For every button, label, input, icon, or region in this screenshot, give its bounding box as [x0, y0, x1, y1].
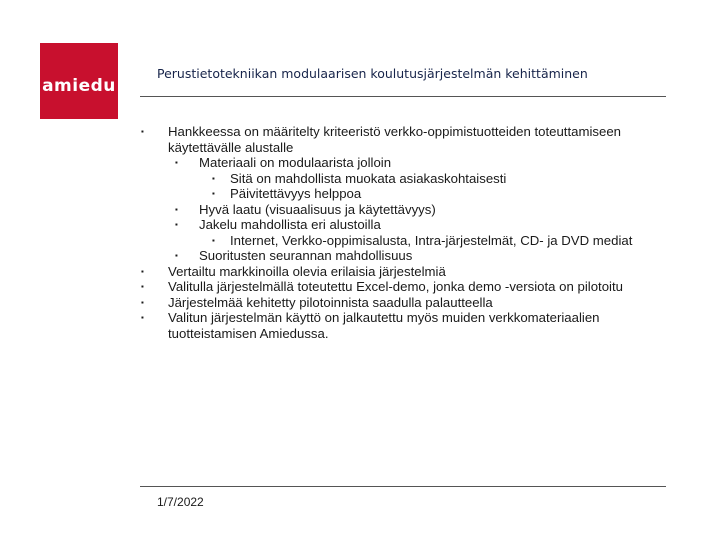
bullet-marker-icon: ▪ — [212, 173, 215, 183]
bullet-text: Valitun järjestelmän käyttö on jalkautettu myös muiden verkkomateriaalien tuotteistamisen Amiedussa. — [168, 310, 600, 341]
bullet-text: Vertailtu markkinoilla olevia erilaisia järjestelmiä — [168, 263, 446, 279]
bullet-item-level-2 — [140, 217, 650, 233]
bullet-text: Valitulla järjestelmällä toteutettu Excel-demo, jonka demo -versiota on pilotoitu — [168, 279, 623, 294]
bullet-marker-icon: ▪ — [175, 158, 178, 167]
bullet-marker-icon: ▪ — [175, 251, 178, 260]
bullet-marker-icon: ▪ — [141, 266, 144, 276]
bullet-marker-icon: ▪ — [175, 220, 178, 229]
bullet-marker-icon: ▪ — [212, 189, 215, 198]
bullet-text: Sitä on mahdollista muokata asiakaskohtaisesti — [230, 170, 507, 186]
footer-divider — [140, 486, 666, 487]
bullet-marker-icon: ▪ — [141, 127, 144, 136]
title-divider — [140, 96, 666, 97]
bullet-item-level-3 — [140, 186, 650, 202]
bullet-item-level-1 — [140, 264, 650, 280]
bullet-item-level-1 — [140, 295, 650, 311]
bullet-text: Internet, Verkko-oppimisalusta, Intra-järjestelmät, CD- ja DVD mediat — [230, 232, 633, 248]
bullet-text: Suoritusten seurannan mahdollisuus — [199, 248, 413, 263]
bullet-text: Jakelu mahdollista eri alustoilla — [199, 217, 381, 232]
bullet-text: Hankkeessa on määritelty kriteeristö verkko-oppimistuotteiden toteuttamiseen käytettävälle alustalle — [168, 124, 621, 155]
bullet-text: Hyvä laatu (visuaalisuus ja käytettävyys) — [199, 201, 436, 217]
bullet-item-level-3 — [140, 233, 650, 249]
bullet-marker-icon: ▪ — [141, 313, 144, 322]
bullet-item-level-2 — [140, 202, 650, 218]
bullet-item-level-2 — [140, 155, 650, 171]
bullet-marker-icon: ▪ — [175, 204, 178, 214]
bullet-text: Järjestelmää kehitetty pilotoinnista saadulla palautteella — [168, 294, 493, 310]
bullet-marker-icon: ▪ — [141, 282, 144, 291]
bullet-item-level-1 — [140, 124, 650, 155]
slide-title: Perustietotekniikan modulaarisen koulutusjärjestelmän kehittäminen — [157, 66, 588, 81]
bullet-item-level-3 — [140, 171, 650, 187]
bullet-list — [140, 124, 650, 341]
bullet-marker-icon: ▪ — [141, 297, 144, 307]
bullet-text: Materiaali on modulaarista jolloin — [199, 155, 392, 170]
bullet-item-level-1 — [140, 310, 650, 341]
bullet-item-level-2 — [140, 248, 650, 264]
slide-date: 1/7/2022 — [157, 495, 204, 509]
bullet-text: Päivitettävyys helppoa — [230, 186, 362, 201]
bullet-item-level-1 — [140, 279, 650, 295]
amiedu-logo — [40, 43, 118, 119]
bullet-marker-icon: ▪ — [212, 235, 215, 245]
logo-text: amiedu — [42, 76, 116, 96]
